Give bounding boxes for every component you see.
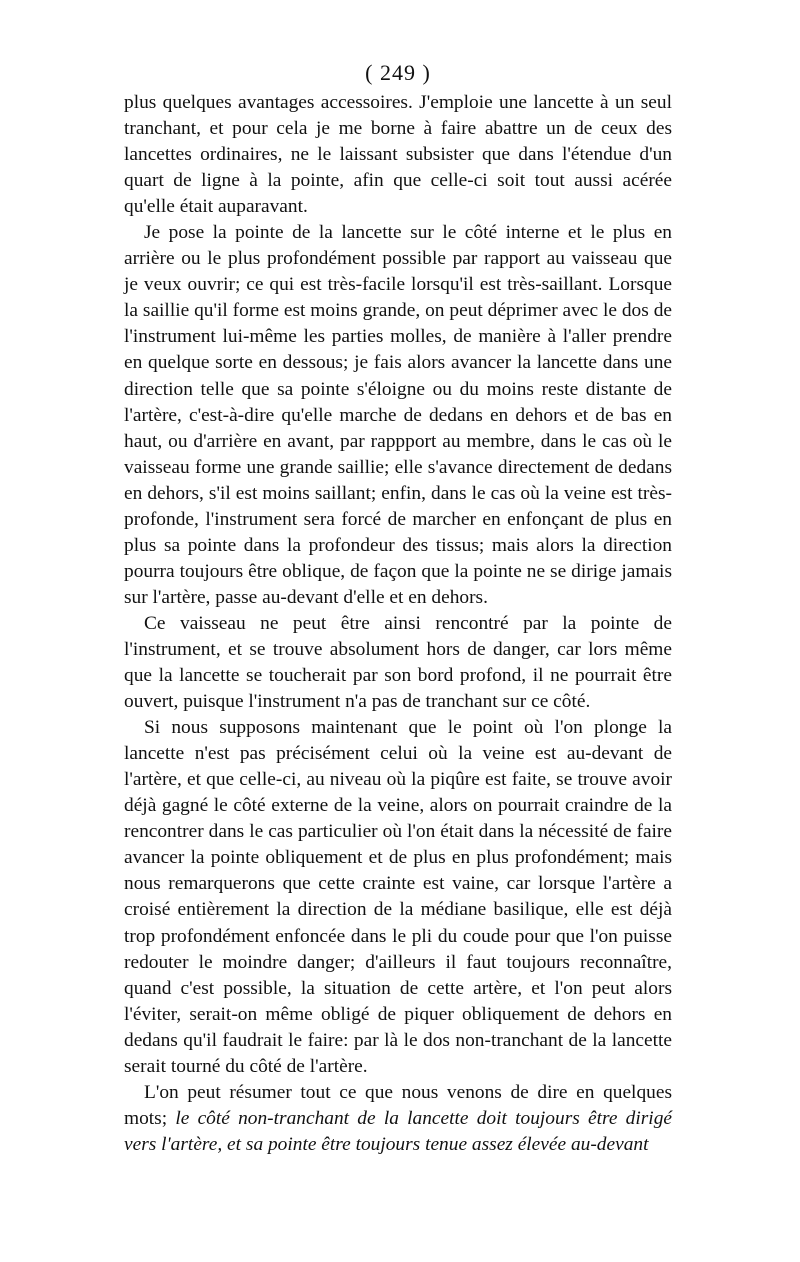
paragraph: plus quelques avantages accessoires. J'emploie une lancette à un seul tranchant, et pour cela je me borne à faire abattre un de ceux des lancettes ordinaires, ne le laissant subsister que dans l'étendue d'un quart de ligne à la pointe, afin que celle-ci soit tout aussi acérée qu'elle était auparavant. bbox=[124, 92, 672, 218]
paragraph: Si nous supposons maintenant que le point où l'on plonge la lancette n'est pas précisément celui où la veine est au-devant de l'artère, et que celle-ci, au niveau où la piqûre est faite, se trouve avoir déjà gagné le côté externe de la veine, alors on pourrait craindre de la rencontrer dans le cas particulier où l'on était dans la nécessité de faire avancer la pointe obliquement et de plus en plus profondément; mais nous remarquerons que cette crainte est vaine, car lorsque l'artère a croisé entièrement la direction de la médiane basilique, elle est déjà trop profondément enfoncée dans le pli du coude pour que l'on puisse redouter le moindre danger; d'ailleurs il faut toujours reconnaître, quand c'est possible, la situation de cette artère, et l'on peut alors l'éviter, serait-on même obligé de piquer obliquement de dehors en dedans qu'il faudrait le faire: par là le dos non-tranchant de la lancette serait tourné du côté de l'artère. bbox=[124, 717, 672, 1077]
italic-text: le côté non-tranchant de la lancette doit toujours être dirigé vers l'artère, et sa pointe être toujours tenue assez élevée au-devant bbox=[124, 1107, 672, 1155]
page-number: ( 249 ) bbox=[365, 60, 431, 85]
paragraph bbox=[124, 1080, 672, 1158]
paragraph: Ce vaisseau ne peut être ainsi rencontré par la pointe de l'instrument, et se trouve absolument hors de danger, car lors même que la lancette se toucherait par son bord profond, il ne pourrait être ouvert, puisque l'instrument n'a pas de tranchant sur ce côté. bbox=[124, 612, 672, 713]
paragraph: Je pose la pointe de la lancette sur le côté interne et le plus en arrière ou le plus profondément possible par rapport au vaisseau que je veux ouvrir; ce qui est très-facile lorsqu'il est très-saillant. Lorsque la saillie qu'il forme est moins grande, on peut déprimer avec le dos de l'instrument lui-même les parties molles, de manière à l'aller prendre en quelque sorte en dessous; je fais alors avancer la lancette dans une direction telle que sa pointe s'éloigne ou du moins reste distante de l'artère, c'est-à-dire qu'elle marche de dedans en dehors et de bas en haut, ou d'arrière en avant, par rappport au membre, dans le cas où le vaisseau forme une grande saillie; elle s'avance directement de dedans en dehors, s'il est moins saillant; enfin, dans le cas où la veine est très-profonde, l'instrument sera forcé de marcher en enfonçant de plus en plus sa pointe dans la profondeur des tissus; mais alors la direction pourra toujours être oblique, de façon que la pointe ne se dirige jamais sur l'artère, passe au-devant d'elle et en dehors. bbox=[124, 222, 672, 608]
book-page bbox=[124, 58, 672, 1158]
paragraph-text: L'on peut résumer tout ce que nous venons de dire en quelques mots; bbox=[124, 1081, 672, 1129]
